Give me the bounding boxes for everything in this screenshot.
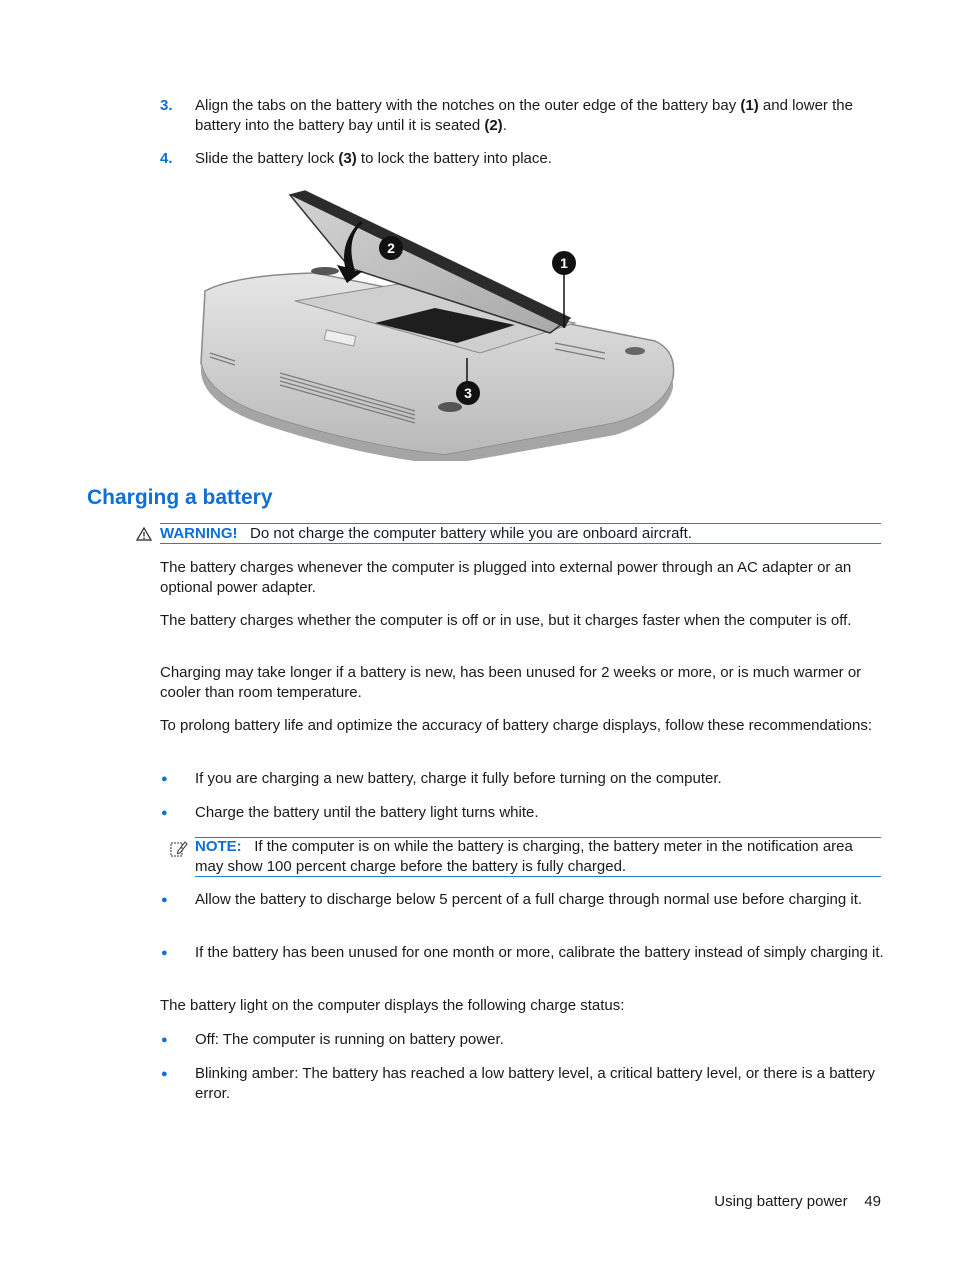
list-item: If the battery has been unused for one month or more, calibrate the battery instead of simply charging it. — [195, 944, 884, 961]
svg-text:1: 1 — [560, 255, 568, 271]
bullet-icon: ● — [161, 1034, 168, 1046]
section-title: Charging a battery — [87, 486, 273, 509]
page-footer — [714, 1192, 881, 1212]
list-item: Off: The computer is running on battery power. — [195, 1031, 504, 1048]
bullet-icon: ● — [161, 1068, 168, 1080]
warning-triangle-icon — [136, 527, 152, 541]
note-label: NOTE: — [195, 838, 242, 855]
step-text: Align the tabs on the battery with the notches on the outer edge of the battery bay (1) and lower the battery into the battery bay until it is seated (2). — [195, 97, 853, 134]
bullet-icon: ● — [161, 947, 168, 959]
step-number: 4. — [160, 150, 173, 167]
page-number: 49 — [864, 1193, 881, 1210]
bullet-icon: ● — [161, 807, 168, 819]
warning-bottom-rule — [160, 543, 881, 544]
list-item: Blinking amber: The battery has reached a low battery level, a critical battery level, or there is a battery error. — [195, 1065, 876, 1102]
battery-installation-figure — [195, 183, 680, 461]
bullet-icon: ● — [161, 894, 168, 906]
callout-1 — [552, 251, 576, 275]
list-item: If you are charging a new battery, charge it fully before turning on the computer. — [195, 770, 722, 787]
note-bottom-rule — [195, 876, 881, 877]
step-number: 3. — [160, 97, 173, 114]
callout-2 — [379, 236, 403, 260]
list-item: Charge the battery until the battery light turns white. — [195, 804, 539, 821]
svg-text:3: 3 — [464, 385, 472, 401]
bullet-icon: ● — [161, 773, 168, 785]
paragraph: The battery charges whenever the computer is plugged into external power through an AC adapter or an optional power adapter. — [160, 559, 852, 596]
callout-3 — [456, 381, 480, 405]
paragraph: Charging may take longer if a battery is new, has been unused for 2 weeks or more, or is much warmer or cooler than room temperature. — [160, 664, 862, 701]
svg-text:2: 2 — [387, 240, 395, 256]
warning-message: WARNING! Do not charge the computer battery while you are onboard aircraft. — [160, 525, 692, 542]
footer-section: Using battery power — [714, 1193, 848, 1210]
paragraph: The battery charges whether the computer is off or in use, but it charges faster when the computer is off. — [160, 612, 852, 629]
warning-label: WARNING! — [160, 525, 238, 542]
paragraph: The battery light on the computer displays the following charge status: — [160, 997, 625, 1014]
paragraph: To prolong battery life and optimize the accuracy of battery charge displays, follow these recommendations: — [160, 717, 873, 734]
list-item: Allow the battery to discharge below 5 percent of a full charge through normal use before charging it. — [195, 891, 863, 908]
step-text: Slide the battery lock (3) to lock the battery into place. — [195, 150, 552, 167]
note-message: NOTE: If the computer is on while the battery is charging, the battery meter in the notification area may show 100 percent charge before the battery is fully charged. — [195, 838, 853, 875]
note-pencil-icon — [170, 840, 188, 857]
